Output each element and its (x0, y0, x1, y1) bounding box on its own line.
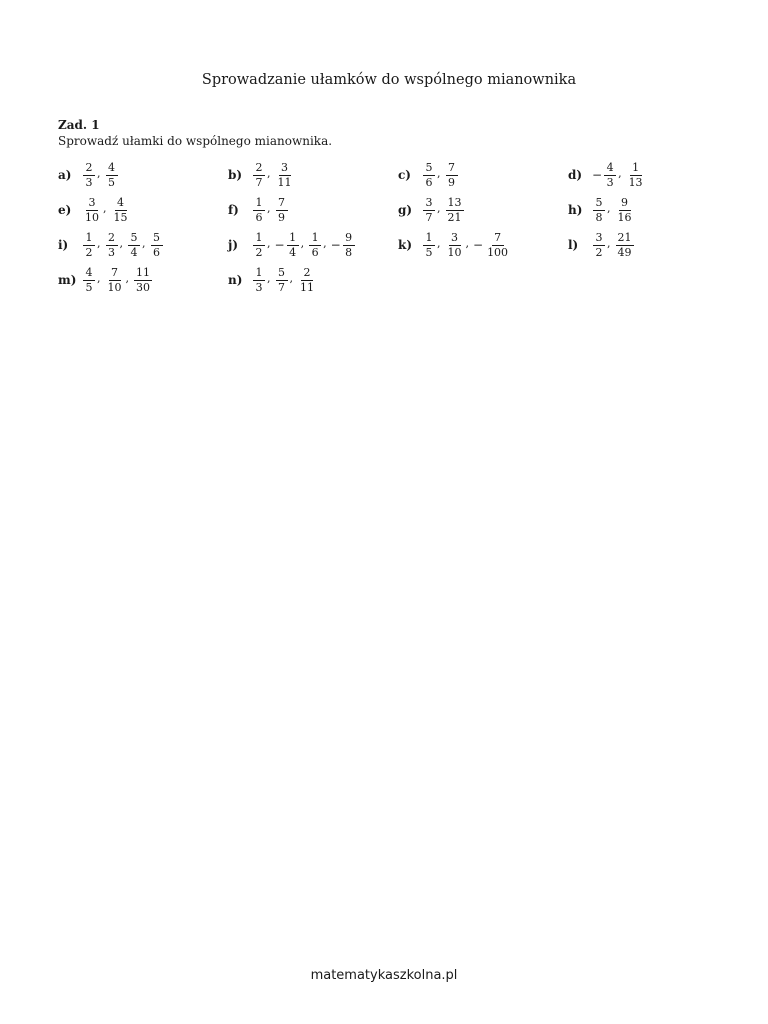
fraction (309, 232, 321, 259)
fraction-denominator: 9 (448, 175, 455, 189)
fraction-denominator: 11 (300, 280, 314, 294)
fraction (151, 232, 163, 259)
fraction (253, 267, 265, 294)
fraction-numerator: 7 (276, 197, 288, 211)
fraction-denominator: 10 (107, 280, 122, 294)
fraction-item (82, 232, 101, 259)
fraction-list (252, 162, 299, 189)
fraction (112, 197, 130, 224)
comma-separator: , (119, 236, 123, 250)
fraction-item (445, 162, 459, 189)
fraction-numerator: 1 (309, 232, 321, 246)
fraction (446, 197, 464, 224)
problem-item (568, 228, 639, 262)
fraction-item (252, 197, 271, 224)
fraction-denominator: 5 (85, 280, 93, 294)
comma-separator: , (97, 166, 101, 180)
fraction-denominator: 5 (108, 175, 115, 189)
fraction-list (592, 162, 650, 189)
comma-separator: , (125, 271, 129, 285)
comma-separator: , (97, 271, 101, 285)
fraction-numerator: 3 (279, 162, 291, 176)
fraction (253, 232, 265, 259)
fraction-numerator: 4 (604, 162, 616, 176)
fraction-denominator: 4 (289, 245, 297, 259)
fraction-numerator: 1 (83, 232, 95, 246)
fraction-list (82, 267, 157, 294)
fraction-numerator: 1 (253, 197, 265, 211)
problem-item (228, 193, 293, 227)
problem-label: g) (398, 203, 413, 217)
fraction (343, 232, 355, 259)
fraction-numerator: 5 (128, 232, 140, 246)
fraction-item (127, 232, 146, 259)
problem-label: b) (228, 168, 243, 182)
fraction-denominator: 13 (628, 175, 643, 189)
comma-separator: , (437, 236, 441, 250)
comma-separator: , (267, 271, 271, 285)
fraction-denominator: 6 (425, 175, 433, 189)
fraction-denominator: 5 (425, 245, 433, 259)
fraction (134, 267, 152, 294)
fraction-item (252, 232, 271, 259)
fraction (593, 232, 605, 259)
fraction-item (422, 232, 441, 259)
fraction (83, 267, 95, 294)
fraction-numerator: 1 (253, 232, 265, 246)
fraction (423, 162, 435, 189)
comma-separator: , (607, 201, 611, 215)
fraction-numerator: 5 (593, 197, 605, 211)
fraction (83, 197, 101, 224)
comma-separator: , (267, 201, 271, 215)
fraction (298, 267, 316, 294)
minus-sign: − (274, 238, 285, 252)
problem-label: l) (568, 238, 579, 252)
fraction-item (105, 162, 119, 189)
fraction-item (331, 232, 356, 259)
problem-label: e) (58, 203, 72, 217)
fraction-item (615, 232, 635, 259)
fraction-item (252, 162, 271, 189)
fraction (593, 197, 605, 224)
fraction-denominator: 4 (130, 245, 138, 259)
fraction (616, 197, 634, 224)
fraction (423, 232, 435, 259)
problem-label: k) (398, 238, 412, 252)
problem-item (58, 193, 135, 227)
fraction-denominator: 10 (85, 210, 99, 224)
fraction (604, 162, 616, 189)
fraction-numerator: 7 (492, 232, 504, 246)
fraction-denominator: 3 (108, 245, 115, 259)
fraction (287, 232, 299, 259)
fraction-item (111, 197, 131, 224)
fraction-item (422, 162, 441, 189)
fraction-denominator: 6 (311, 245, 319, 259)
comma-separator: , (267, 236, 271, 250)
fraction-item (275, 197, 289, 224)
fraction-item (592, 232, 611, 259)
fraction-denominator: 15 (113, 210, 128, 224)
fraction-denominator: 7 (255, 175, 263, 189)
fraction (423, 197, 435, 224)
fraction-numerator: 4 (83, 267, 95, 281)
fraction-item (473, 232, 511, 259)
fraction-numerator: 5 (151, 232, 163, 246)
minus-sign: − (330, 238, 341, 252)
comma-separator: , (618, 166, 622, 180)
fraction-denominator: 2 (255, 245, 263, 259)
fraction-list (422, 232, 515, 259)
comma-separator: , (103, 201, 107, 215)
problem-item (58, 263, 157, 297)
problem-item (568, 158, 650, 192)
fraction-item (82, 162, 101, 189)
task-instruction: Sprowadź ułamki do wspólnego mianownika. (58, 134, 333, 148)
fraction-numerator: 13 (447, 195, 462, 209)
fraction (276, 267, 288, 294)
fraction-numerator: 1 (630, 162, 642, 176)
fraction-numerator: 3 (86, 197, 98, 211)
fraction-item (105, 267, 130, 294)
fraction-numerator: 9 (343, 232, 355, 246)
fraction-list (252, 232, 360, 259)
comma-separator: , (607, 236, 611, 250)
problem-label: i) (58, 238, 69, 252)
fraction-denominator: 2 (85, 245, 93, 259)
fraction (106, 232, 118, 259)
comma-separator: , (300, 236, 305, 250)
problem-label: m) (58, 273, 77, 287)
minus-sign: − (592, 168, 603, 182)
fraction-item (592, 162, 622, 189)
fraction (485, 232, 510, 259)
fraction-numerator: 4 (106, 162, 118, 176)
fraction (83, 232, 95, 259)
fraction-numerator: 2 (83, 162, 95, 176)
problem-label: a) (58, 168, 72, 182)
fraction-numerator: 21 (617, 230, 632, 244)
fraction (616, 232, 634, 259)
fraction-numerator: 7 (446, 162, 458, 176)
fraction-numerator: 7 (109, 267, 121, 281)
comma-separator: , (437, 166, 441, 180)
fraction-item (82, 267, 101, 294)
fraction-item (626, 162, 646, 189)
fraction-list (592, 197, 639, 224)
fraction-list (422, 162, 463, 189)
problem-item (228, 263, 321, 297)
comma-separator: , (437, 201, 441, 215)
fraction-denominator: 10 (447, 245, 462, 259)
fraction-item (133, 267, 153, 294)
fraction-denominator: 16 (617, 210, 632, 224)
fraction (106, 162, 118, 189)
fraction-list (82, 197, 135, 224)
fraction-denominator: 11 (277, 175, 292, 189)
comma-separator: , (465, 236, 469, 250)
comma-separator: , (323, 236, 327, 250)
fraction-numerator: 1 (253, 267, 265, 281)
fraction-list (422, 197, 469, 224)
problem-label: n) (228, 273, 243, 287)
fraction (627, 162, 645, 189)
problem-item (58, 228, 168, 262)
fraction-item (150, 232, 164, 259)
problem-item (228, 158, 299, 192)
footer-site-name: matematykaszkolna.pl (310, 968, 458, 983)
fraction-item (275, 232, 305, 259)
fraction-numerator: 2 (253, 162, 265, 176)
fraction-numerator: 1 (287, 232, 299, 246)
problem-label: c) (398, 168, 411, 182)
problem-label: d) (568, 168, 583, 182)
minus-sign: − (473, 238, 484, 252)
problem-item (228, 228, 360, 262)
fraction-item (445, 197, 465, 224)
fraction-numerator: 9 (619, 197, 631, 211)
fraction-denominator: 6 (255, 210, 263, 224)
fraction (253, 162, 265, 189)
fraction-item (105, 232, 124, 259)
fraction-denominator: 100 (487, 245, 509, 259)
fraction-numerator: 1 (423, 232, 435, 246)
fraction-list (82, 162, 123, 189)
fraction-denominator: 30 (136, 280, 150, 294)
fraction (253, 197, 265, 224)
page-title: Sprowadzanie ułamków do wspólnego mianownika (201, 72, 577, 88)
problem-item (398, 193, 469, 227)
fraction (276, 162, 294, 189)
fraction-item (275, 162, 295, 189)
fraction (446, 232, 464, 259)
fraction-denominator: 9 (278, 210, 285, 224)
fraction-denominator: 8 (595, 210, 603, 224)
problem-item (568, 193, 639, 227)
fraction-numerator: 2 (301, 267, 313, 281)
comma-separator: , (289, 271, 293, 285)
fraction-item (445, 232, 470, 259)
fraction-denominator: 21 (447, 210, 462, 224)
fraction-list (252, 267, 321, 294)
problem-label: h) (568, 203, 583, 217)
fraction-denominator: 3 (606, 175, 614, 189)
fraction-numerator: 3 (593, 232, 605, 246)
fraction-list (252, 197, 293, 224)
fraction-denominator: 7 (278, 280, 285, 294)
fraction-numerator: 3 (449, 232, 461, 246)
fraction-denominator: 3 (85, 175, 93, 189)
problem-item (58, 158, 123, 192)
comma-separator: , (267, 166, 271, 180)
fraction-denominator: 49 (617, 245, 632, 259)
problem-item (398, 158, 463, 192)
problem-label: j) (228, 238, 239, 252)
fraction-numerator: 5 (423, 162, 435, 176)
problem-label: f) (228, 203, 239, 217)
fraction (106, 267, 124, 294)
fraction-numerator: 4 (115, 197, 127, 211)
fraction-denominator: 6 (153, 245, 160, 259)
fraction (83, 162, 95, 189)
fraction-denominator: 3 (255, 280, 263, 294)
fraction-item (422, 197, 441, 224)
problem-item (398, 228, 515, 262)
fraction-numerator: 11 (136, 265, 150, 279)
fraction-item (297, 267, 317, 294)
fraction-item (275, 267, 294, 294)
fraction-numerator: 3 (423, 197, 435, 211)
fraction-list (82, 232, 168, 259)
fraction-denominator: 8 (345, 245, 353, 259)
fraction-item (592, 197, 611, 224)
fraction-numerator: 2 (106, 232, 118, 246)
fraction-item (615, 197, 635, 224)
fraction-numerator: 5 (276, 267, 288, 281)
fraction (128, 232, 140, 259)
fraction-denominator: 7 (425, 210, 433, 224)
fraction (276, 197, 288, 224)
comma-separator: , (97, 236, 101, 250)
fraction-item (82, 197, 107, 224)
fraction (446, 162, 458, 189)
fraction-list (592, 232, 639, 259)
task-heading: Zad. 1 (58, 118, 100, 132)
comma-separator: , (142, 236, 146, 250)
fraction-denominator: 2 (595, 245, 603, 259)
fraction-item (308, 232, 327, 259)
fraction-item (252, 267, 271, 294)
